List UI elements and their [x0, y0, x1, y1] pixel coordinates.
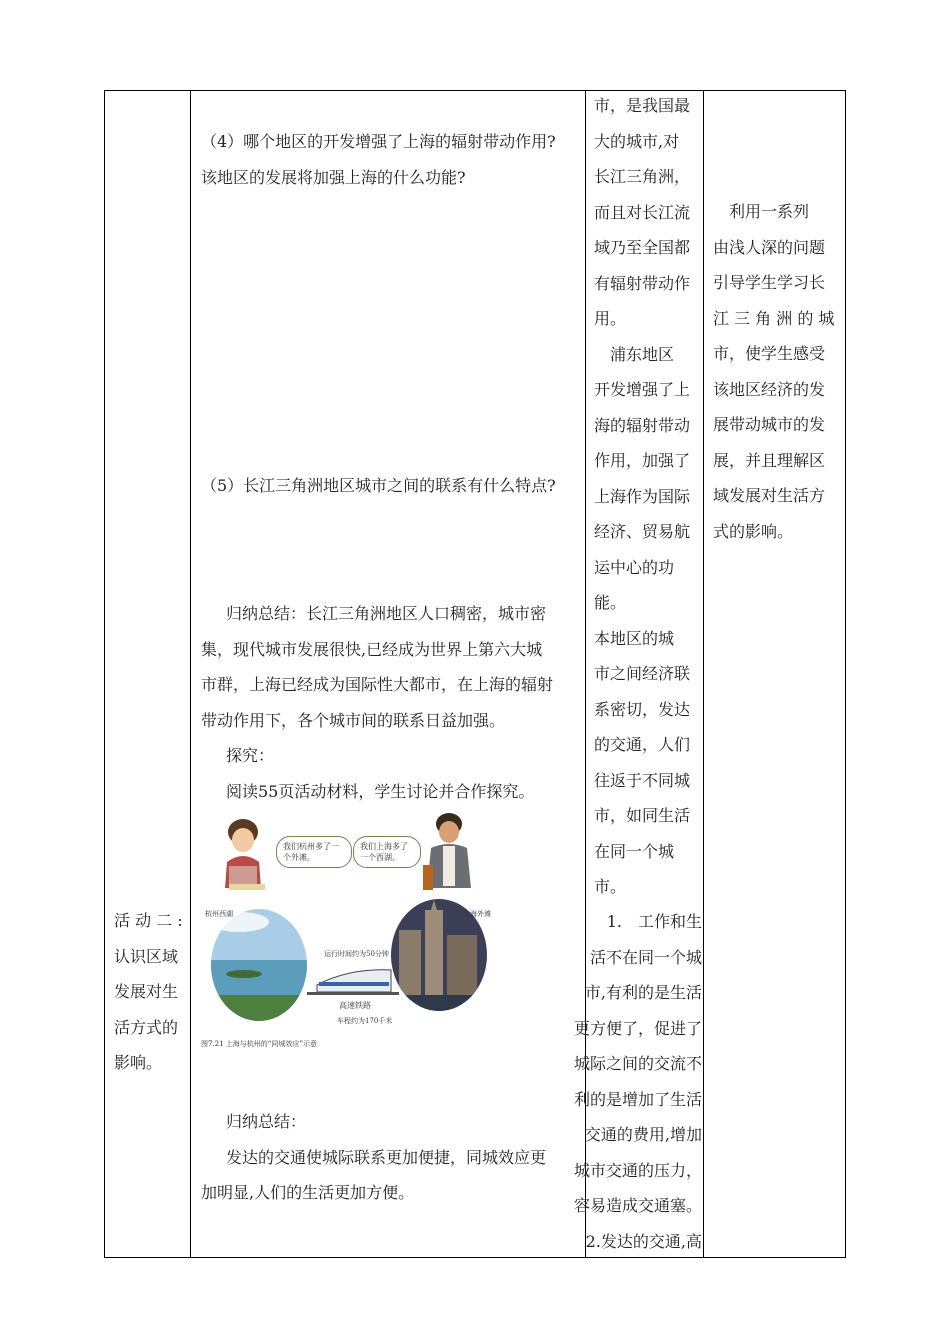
explore-label: 探究： — [226, 746, 275, 765]
summary-2: 归纳总结： 发达的交通使城际联系更加便捷，同城效应更 加明显,人们的生活更加方便。 — [201, 1112, 547, 1202]
figure-caption: 图7.21 上海与杭州的“同城效应”示意 — [201, 1040, 317, 1048]
bubble-left: 我们杭州多了一个外滩。 — [276, 836, 352, 868]
table-border-left — [104, 90, 105, 1258]
explore-text: 阅读55页活动材料，学生讨论并合作探究。 — [226, 781, 535, 801]
label-hangzhou: 杭州西湖 — [205, 910, 233, 918]
boy-figure — [423, 813, 471, 890]
table-border-bottom — [104, 1257, 846, 1258]
west-lake-image — [199, 905, 319, 1030]
bubble-right: 我们上海多了一个西湖。 — [353, 836, 421, 868]
same-city-effect-figure — [199, 810, 531, 1056]
answer-column-bottom: 1. 工作和生 活不在同一个城 市,有利的是生活 更方便了，促进了 城际之间的交流不 利的是增加了生活 交通的费用,增加 城市交通的压力， 容易造成交通塞。 2.发达的交通,高 — [573, 912, 702, 1251]
railway-label: 高速铁路 — [339, 1001, 371, 1010]
answer-column-top: 市，是我国最 大的城市,对 长江三角洲， 而且对长江流 域乃至全国都 有辐射带动作 用。 浦东地区 开发增强了上 海的辐射带动 作用，加强了 上海作为国际 经济、贸易航 运中心的功 能。 本地区的城 市之间经济联 系密切，发达 的交通，人们 往返于不同城 市，如同生活 在同一个城 市。 — [594, 96, 691, 896]
column-divider-1 — [190, 90, 191, 1258]
activity-title: 活 动 二 : 认识区域 发展对生 活方式的 影响。 — [114, 911, 183, 1072]
girl-figure — [225, 819, 265, 890]
question-5: （5）长江三角洲地区城市之间的联系有什么特点? — [201, 476, 556, 495]
train-time-label: 运行时间约为50分钟 — [324, 950, 389, 958]
distance-label: 车程约为170千米 — [337, 1017, 393, 1025]
train-image — [307, 970, 399, 995]
table-border-top — [104, 90, 846, 91]
summary-1: 归纳总结：长江三角洲地区人口稠密，城市密 集，现代城市发展很快,已经成为世界上第六大城 市群，上海已经成为国际性大都市，在上海的辐射 带动作用下，各个城市间的联系日益加强。 探究： 阅读55页活动材料，学生讨论并合作探究。 — [201, 596, 585, 809]
design-intent: 利用一系列 由浅人深的问题 引导学生学习长 江 三 角 洲 的 城 市，使学生感受 该地区经济的发 展带动城市的发 展，并且理解区 域发展对生活方 式的影响。 — [713, 202, 835, 541]
label-shanghai: 上海外滩 — [463, 910, 491, 918]
table-border-right — [845, 90, 846, 1258]
question-4: （4）哪个地区的开发增强了上海的辐射带动作用? 该地区的发展将加强上海的什么功能? — [201, 132, 556, 187]
